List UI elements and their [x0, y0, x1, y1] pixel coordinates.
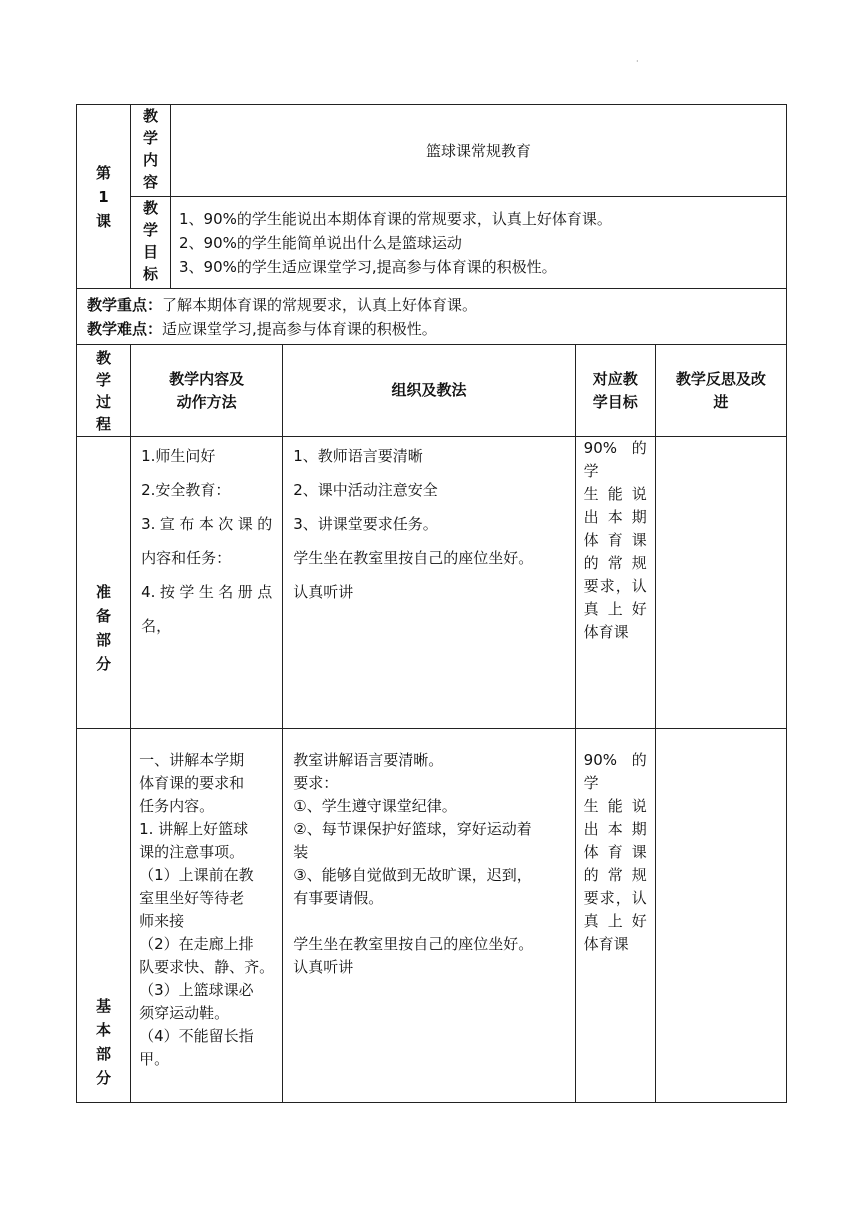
objective-item: 1、90%的学生能说出本期体育课的常规要求，认真上好体育课。: [179, 210, 612, 228]
header-char: 教: [96, 348, 112, 367]
objective-item: 3、90%的学生适应课堂学习,提高参与体育课的积极性。: [179, 258, 557, 276]
key-points-cell: [77, 289, 787, 345]
goal-line: 体育课: [583, 531, 647, 549]
goal-line: 体育课: [583, 935, 629, 953]
content-line: 一、讲解本学期: [139, 751, 245, 769]
label-char: 教: [142, 107, 158, 125]
header-goal: [575, 345, 655, 437]
header-content-line1: 教学内容及: [169, 369, 245, 388]
content-line: 内容和任务：: [141, 549, 232, 567]
key-point-label: 教学重点：: [87, 295, 163, 314]
header-goal-line2: 学目标: [592, 392, 638, 411]
section-char: 部: [96, 1045, 112, 1063]
objectives-cell: [171, 197, 787, 289]
objectives-label-cell: [131, 197, 171, 289]
objective-item: 2、90%的学生能简单说出什么是篮球运动: [179, 234, 462, 252]
organization-line: ③、能够自觉做到无故旷课，迟到，: [293, 866, 532, 884]
content-line: （2）在走廊上排: [139, 935, 254, 953]
section-char: 分: [96, 1069, 112, 1087]
label-char: 目: [142, 243, 158, 261]
goal-line: 90%的学: [583, 439, 647, 480]
preparation-goal-cell: [575, 437, 655, 729]
basic-organization-cell: [283, 729, 575, 1103]
goal-line: 真上好: [583, 600, 647, 618]
content-line: 队要求快、静、齐。: [139, 958, 275, 976]
content-line: 须穿运动鞋。: [139, 1004, 230, 1022]
difficulty-text: 适应课堂学习,提高参与体育课的积极性。: [162, 319, 437, 338]
section-char: 准: [96, 582, 112, 601]
organization-line: 有事要请假。: [293, 889, 384, 907]
content-line: （1）上课前在教: [139, 866, 254, 884]
label-char: 标: [142, 265, 158, 283]
section-char: 备: [96, 606, 112, 625]
goal-line: 出本期: [583, 820, 647, 838]
organization-line: 要求：: [293, 774, 339, 792]
organization-line: ①、学生遵守课堂纪律。: [293, 797, 457, 815]
header-content-line2: 动作方法: [176, 392, 237, 411]
organization-line: 教室讲解语言要清晰。: [293, 751, 444, 769]
organization-line: 2、课中活动注意安全: [293, 481, 438, 499]
section-char: 分: [96, 654, 112, 673]
content-line: 1.师生问好: [141, 447, 216, 465]
goal-line: 真上好: [583, 912, 647, 930]
header-process: [77, 345, 131, 437]
content-line: 体育课的要求和: [139, 774, 245, 792]
header-char: 过: [96, 392, 112, 411]
label-char: 内: [142, 151, 158, 169]
content-line: 4.按学生名册点: [141, 583, 273, 601]
goal-line: 要求，认: [583, 889, 647, 907]
goal-line: 体育课: [583, 843, 647, 861]
content-line: 师来接: [139, 912, 185, 930]
header-goal-line1: 对应教: [592, 369, 638, 388]
section-char: 本: [96, 1021, 112, 1039]
content-label-cell: [131, 105, 171, 197]
preparation-reflection-cell: [655, 437, 786, 729]
lesson-number-char: 1: [98, 187, 109, 206]
organization-line: 认真听讲: [293, 583, 354, 601]
lesson-number-char: 第: [95, 163, 111, 182]
basic-reflection-cell: [655, 729, 786, 1103]
lesson-content: 篮球课常规教育: [171, 105, 787, 197]
organization-line: 认真听讲: [293, 958, 354, 976]
process-table: [76, 344, 787, 1103]
content-line: 1. 讲解上好篮球: [139, 820, 249, 838]
difficulty-label: 教学难点：: [87, 319, 163, 338]
organization-line: 1、教师语言要清晰: [293, 447, 423, 465]
page-mark: ·: [636, 57, 639, 66]
organization-line: ②、每节课保护好篮球，穿好运动着: [293, 820, 532, 838]
goal-line: 生能说: [583, 485, 647, 503]
goal-line: 出本期: [583, 508, 647, 526]
label-char: 容: [142, 173, 158, 191]
lesson-info-table: [76, 104, 787, 345]
content-line: 3.宣布本次课的: [141, 515, 273, 533]
goal-line: 要求，认: [583, 577, 647, 595]
organization-spacer: [293, 910, 568, 933]
lesson-number-cell: [77, 105, 131, 289]
preparation-content-cell: [131, 437, 283, 729]
basic-label-cell: [77, 729, 131, 1103]
goal-line: 的常规: [583, 554, 647, 572]
organization-line: 装: [293, 843, 309, 861]
basic-content-cell: [131, 729, 283, 1103]
goal-line: 的常规: [583, 866, 647, 884]
label-char: 学: [142, 129, 158, 147]
goal-line: 生能说: [583, 797, 647, 815]
header-char: 程: [96, 414, 112, 433]
content-line: 名，: [141, 617, 172, 635]
header-content: [131, 345, 283, 437]
header-reflection-line1: 教学反思及改: [675, 369, 766, 388]
goal-line: 体育课: [583, 623, 629, 641]
organization-line: 学生坐在教室里按自己的座位坐好。: [293, 935, 534, 953]
content-line: 任务内容。: [139, 797, 215, 815]
preparation-organization-cell: [283, 437, 575, 729]
section-char: 部: [96, 630, 112, 649]
label-char: 学: [142, 221, 158, 239]
header-reflection-line2: 进: [713, 392, 729, 411]
preparation-label-cell: [77, 437, 131, 729]
key-point-text: 了解本期体育课的常规要求，认真上好体育课。: [162, 295, 478, 314]
organization-line: 学生坐在教室里按自己的座位坐好。: [293, 549, 534, 567]
basic-goal-cell: [575, 729, 655, 1103]
content-line: 课的注意事项。: [139, 843, 245, 861]
content-line: （3）上篮球课必: [139, 981, 254, 999]
content-line: 2.安全教育：: [141, 481, 231, 499]
section-char: 基: [96, 997, 112, 1015]
content-line: （4）不能留长指: [139, 1027, 254, 1045]
label-char: 教: [142, 199, 158, 217]
lesson-number-char: 课: [95, 211, 111, 230]
content-line: 室里坐好等待老: [139, 889, 245, 907]
goal-line: 90%的学: [583, 751, 647, 792]
content-line: 甲。: [139, 1050, 170, 1068]
header-char: 学: [96, 370, 112, 389]
header-organization: 组织及教法: [283, 345, 575, 437]
organization-line: 3、讲课堂要求任务。: [293, 515, 438, 533]
header-reflection: [655, 345, 786, 437]
